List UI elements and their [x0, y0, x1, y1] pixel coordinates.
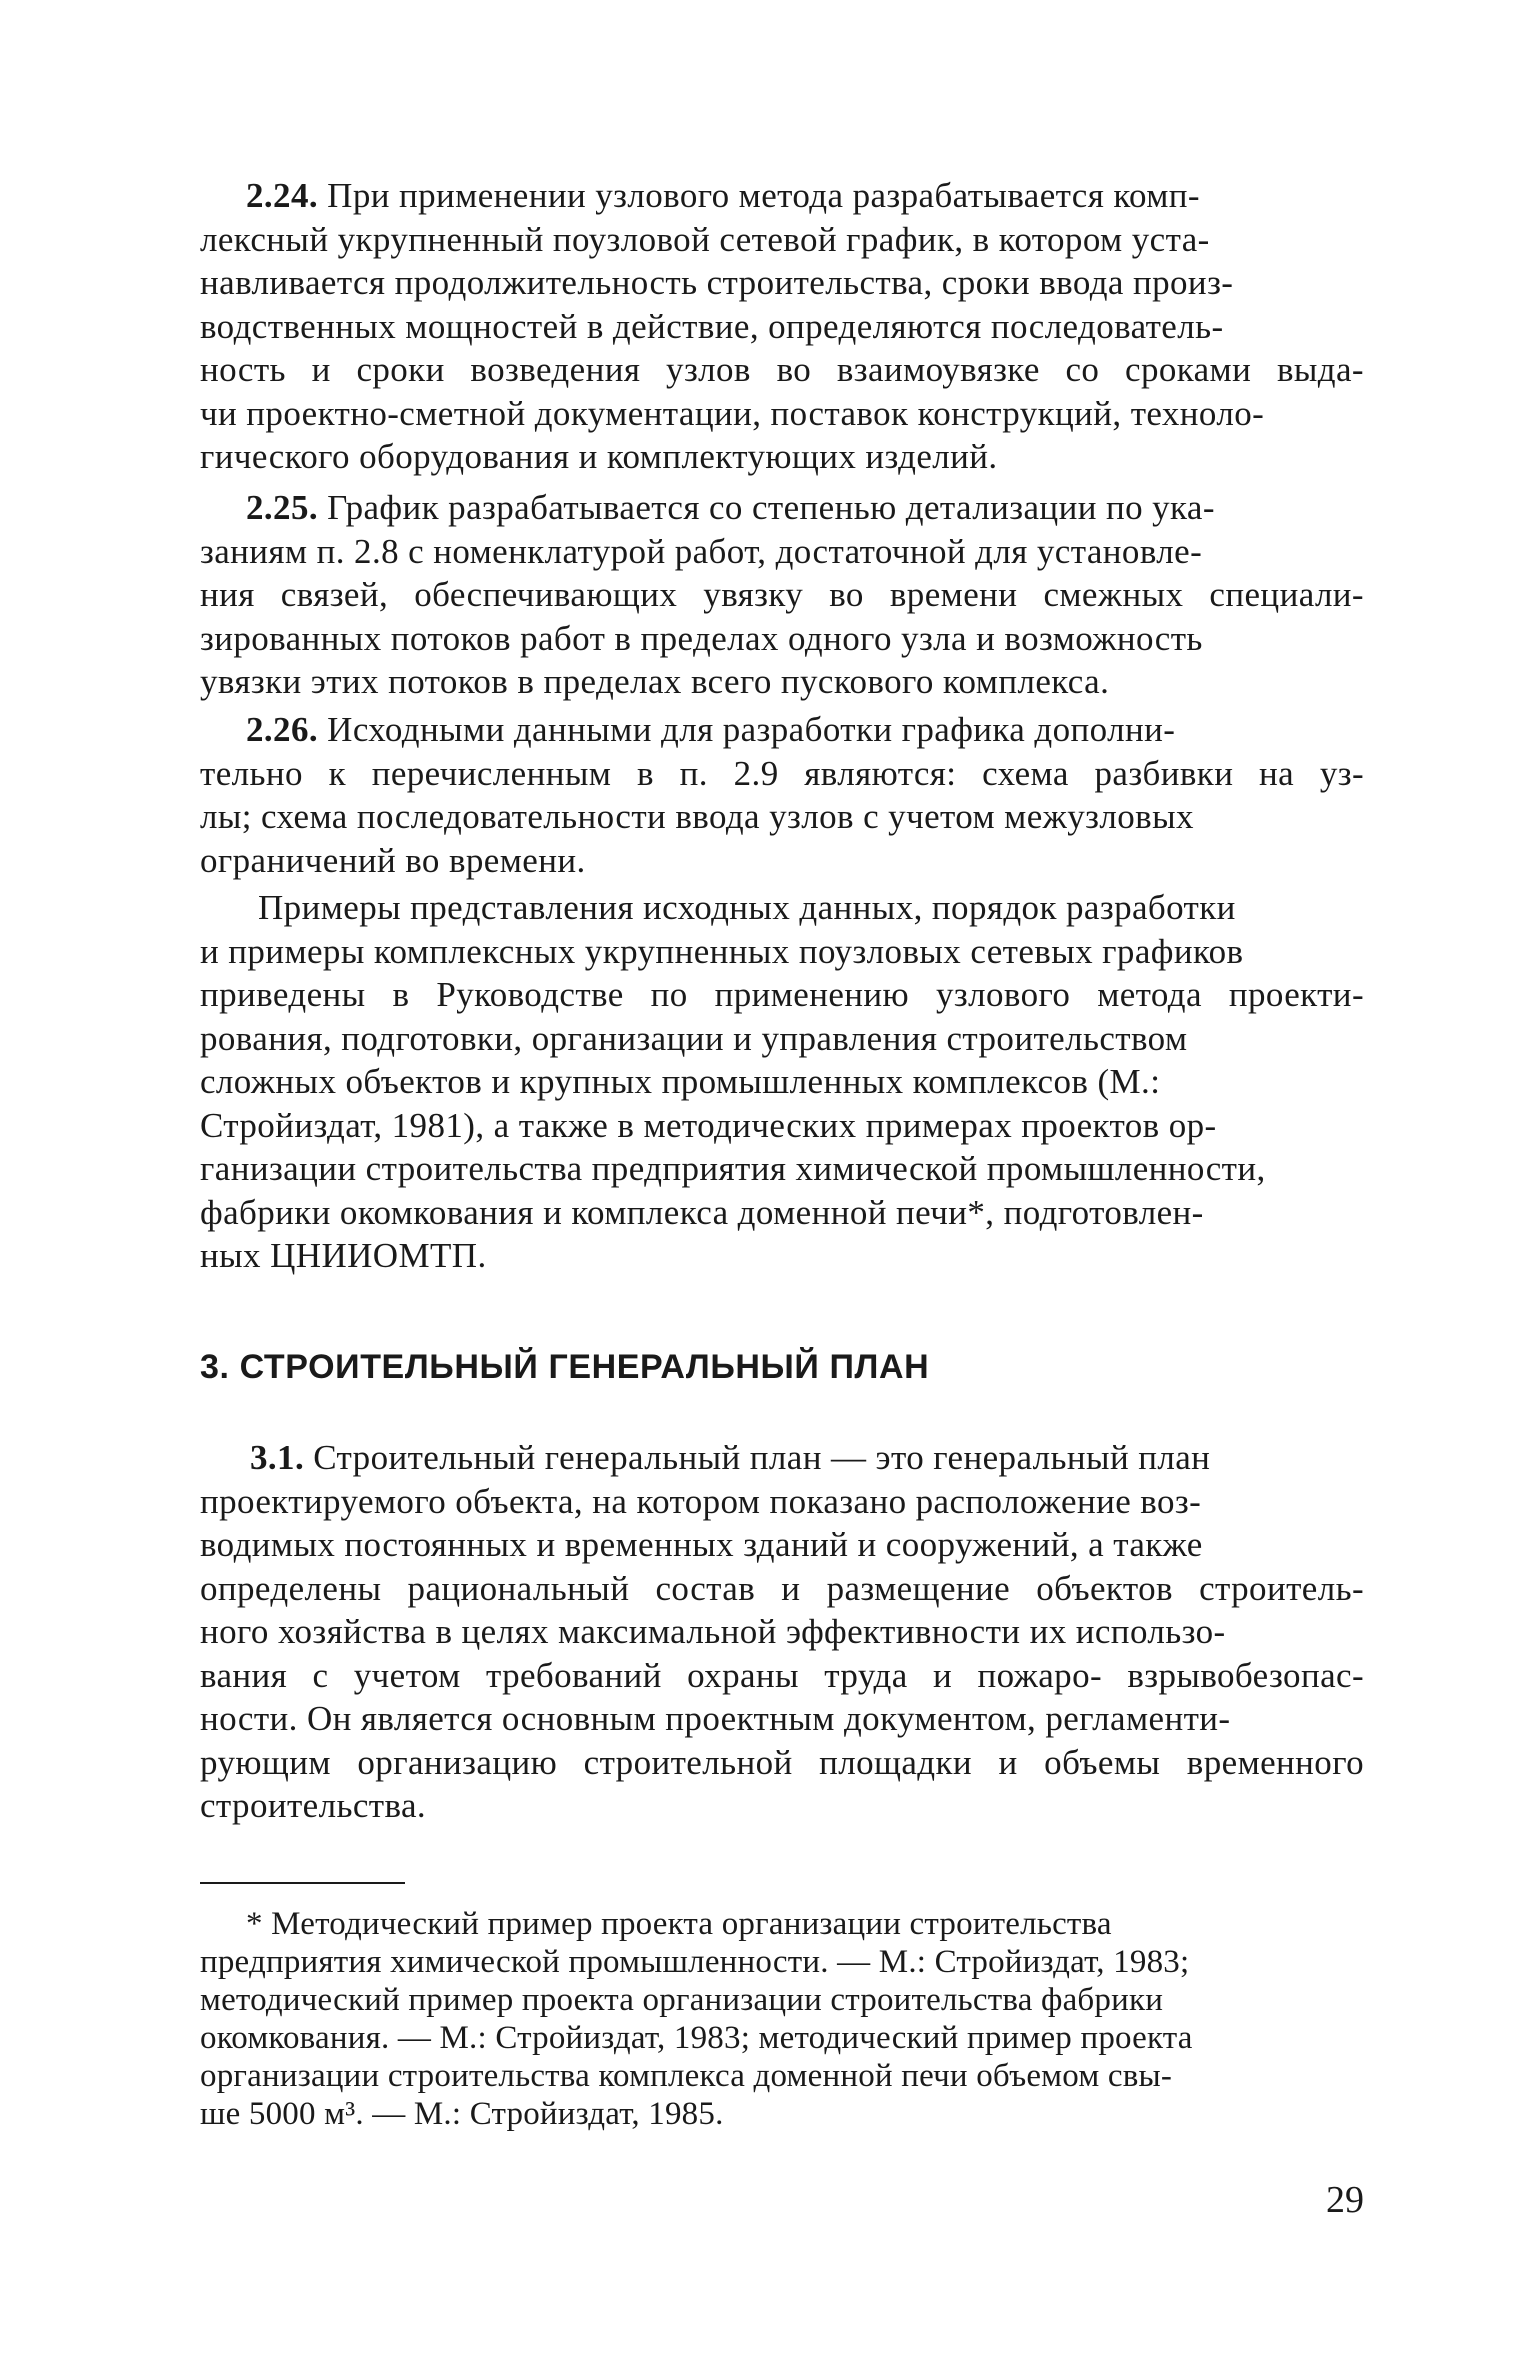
paragraph-number: 2.24. [246, 176, 318, 215]
footnote-line: предприятия химической промышленности. — М.: Стройиздат, 1983; [200, 1944, 1190, 1980]
paragraph-line: ганизации строительства предприятия химической промышленности, [200, 1149, 1266, 1188]
paragraph-line: вания с учетом требований охраны труда и пожаро- взрывобезопас- [200, 1656, 1364, 1695]
paragraph-line: чи проектно-сметной документации, поставок конструкций, техноло- [200, 394, 1265, 433]
paragraph-line: заниям п. 2.8 с номенклатурой работ, достаточной для установле- [200, 532, 1203, 571]
paragraph-line: ограничений во времени. [200, 841, 586, 880]
paragraph-line: ния связей, обеспечивающих увязку во времени смежных специали- [200, 575, 1364, 614]
footnote-line: методический пример проекта организации строительства фабрики [200, 1982, 1164, 2018]
paragraph-line: лы; схема последовательности ввода узлов с учетом межузловых [200, 797, 1194, 836]
paragraph-line: 2.24. При применении узлового метода разрабатывается комп- [246, 176, 1200, 215]
paragraph-line: ных ЦНИИОМТП. [200, 1236, 487, 1275]
footnote-line: * Методический пример проекта организации строительства [246, 1906, 1112, 1942]
footnote-line: организации строительства комплекса доменной печи объемом свы- [200, 2058, 1173, 2094]
paragraph-line: 2.25. График разрабатывается со степенью детализации по ука- [246, 488, 1215, 527]
paragraph-line: проектируемого объекта, на котором показано расположение воз- [200, 1482, 1202, 1521]
paragraph-line: гического оборудования и комплектующих изделий. [200, 437, 998, 476]
paragraph-line: ности. Он является основным проектным документом, регламенти- [200, 1699, 1231, 1738]
paragraph-line: Примеры представления исходных данных, порядок разработки [258, 888, 1236, 927]
paragraph-line: рования, подготовки, организации и управления строительством [200, 1019, 1188, 1058]
section-heading: 3. СТРОИТЕЛЬНЫЙ ГЕНЕРАЛЬНЫЙ ПЛАН [200, 1348, 930, 1386]
paragraph-number: 2.25. [246, 488, 318, 527]
footnote-line: ше 5000 м³. — М.: Стройиздат, 1985. [200, 2096, 724, 2132]
paragraph-line: навливается продолжительность строительства, сроки ввода произ- [200, 263, 1234, 302]
paragraph-line: рующим организацию строительной площадки и объемы временного [200, 1743, 1364, 1782]
paragraph-line: сложных объектов и крупных промышленных комплексов (М.: [200, 1062, 1161, 1101]
paragraph-line: ность и сроки возведения узлов во взаимоувязке со сроками выда- [200, 350, 1364, 389]
paragraph-line: ного хозяйства в целях максимальной эффективности их использо- [200, 1612, 1226, 1651]
paragraph-line: Стройиздат, 1981), а также в методических примерах проектов ор- [200, 1106, 1217, 1145]
footnote-divider [200, 1882, 405, 1884]
paragraph-line: водимых постоянных и временных зданий и сооружений, а также [200, 1525, 1203, 1564]
paragraph-line: фабрики окомкования и комплекса доменной печи*, подготовлен- [200, 1193, 1204, 1232]
paragraph-line: водственных мощностей в действие, определяются последователь- [200, 307, 1224, 346]
paragraph-line: зированных потоков работ в пределах одного узла и возможность [200, 619, 1203, 658]
paragraph-line: строительства. [200, 1786, 427, 1825]
paragraph-line: лексный укрупненный поузловой сетевой график, в котором уста- [200, 220, 1210, 259]
paragraph-line: определены рациональный состав и размещение объектов строитель- [200, 1569, 1364, 1608]
paragraph-line: приведены в Руководстве по применению узлового метода проекти- [200, 975, 1364, 1014]
paragraph-line: тельно к перечисленным в п. 2.9 являются: схема разбивки на уз- [200, 754, 1364, 793]
page-number: 29 [1326, 2179, 1364, 2221]
paragraph-number: 3.1. [250, 1438, 305, 1477]
paragraph-line: увязки этих потоков в пределах всего пускового комплекса. [200, 662, 1110, 701]
paragraph-line: и примеры комплексных укрупненных поузловых сетевых графиков [200, 932, 1244, 971]
paragraph-line: 3.1. Строительный генеральный план — это генеральный план [250, 1438, 1211, 1477]
paragraph-number: 2.26. [246, 710, 318, 749]
paragraph-line: 2.26. Исходными данными для разработки графика дополни- [246, 710, 1176, 749]
footnote-line: окомкования. — М.: Стройиздат, 1983; методический пример проекта [200, 2020, 1193, 2056]
